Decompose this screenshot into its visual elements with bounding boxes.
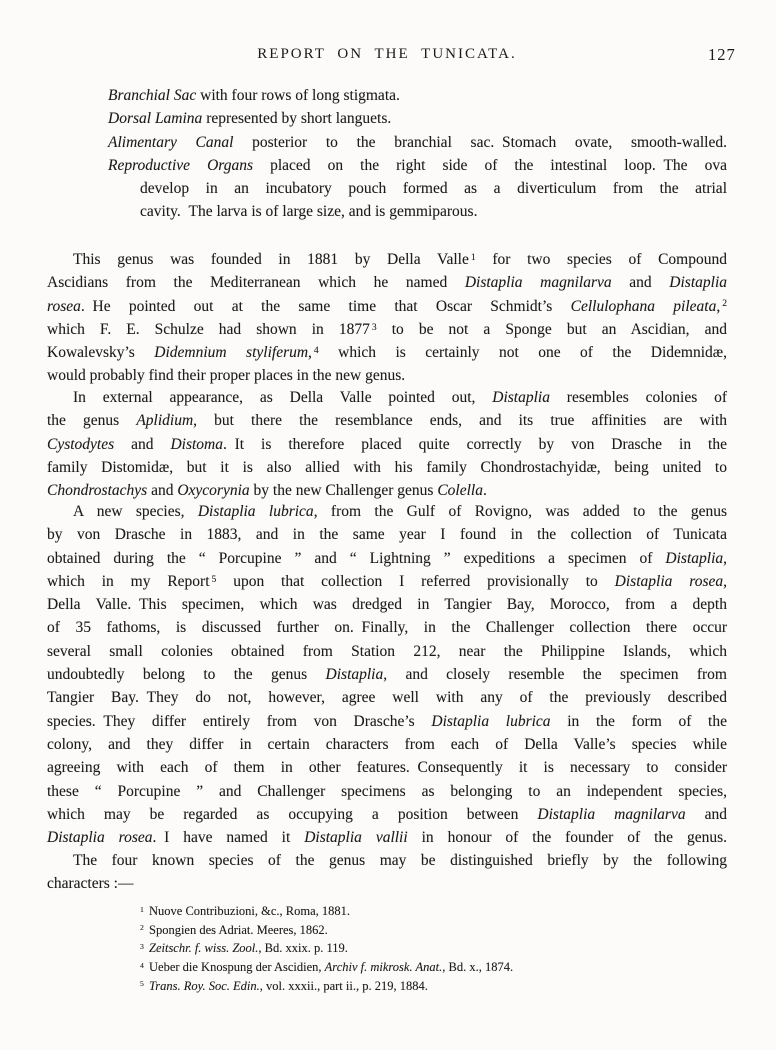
text-segment: In external appearance, as Della Valle pointed out, — [73, 389, 493, 406]
text-segment: and — [147, 482, 178, 500]
text-segment: and — [611, 274, 670, 292]
italic-segment: rosea — [47, 297, 81, 315]
italic-segment: Trans. Roy. Soc. Edin. — [149, 978, 260, 993]
text-segment: undoubtedly belong to the genus — [47, 666, 326, 684]
text-segment: , but there the resemblance ends, and its true affinities are with — [193, 412, 727, 430]
text-segment: . — [482, 482, 487, 500]
italic-segment: Cystodytes — [47, 435, 115, 453]
text-segment: Ueber die Knospung der Ascidien, — [145, 960, 325, 975]
text-segment: , Bd. x., 1874. — [442, 960, 514, 975]
italic-segment: Distaplia — [492, 389, 550, 406]
superscript-marker: 3 — [371, 321, 377, 333]
italic-segment: Didemnium styliferum — [154, 344, 309, 362]
text-segment: , from the Gulf of Rovigno, was added to the genus — [313, 503, 727, 520]
text-segment: Tangier Bay. They do not, however, agree well with any of the previously described — [47, 689, 727, 707]
footnotes — [47, 902, 727, 996]
paragraph-founding — [47, 248, 727, 388]
text-segment: , Bd. xxix. p. 119. — [258, 941, 348, 956]
text-line — [47, 433, 727, 456]
text-line — [47, 640, 727, 663]
text-segment: Nuove Contribuzioni, &c., Roma, 1881. — [145, 904, 351, 918]
text-segment: in the form of the — [550, 712, 727, 730]
text-segment: Della Valle. This specimen, which was dredged in Tangier Bay, Morocco, from a depth — [47, 596, 727, 614]
italic-segment: Reproductive Organs — [108, 156, 254, 174]
italic-segment: Distaplia vallii — [304, 829, 408, 847]
text-line — [47, 409, 727, 432]
text-segment: which may be regarded as occupying a position between — [47, 805, 538, 823]
text-line — [47, 341, 727, 364]
text-segment: , and closely resemble the specimen from — [383, 666, 727, 684]
text-line — [47, 318, 727, 341]
text-line — [47, 921, 727, 940]
text-line — [47, 872, 727, 895]
text-line — [47, 295, 727, 318]
italic-segment: Alimentary Canal — [108, 133, 234, 151]
text-line — [47, 686, 727, 709]
text-segment: , — [308, 344, 312, 362]
text-line — [47, 131, 727, 154]
text-body — [47, 0, 727, 1050]
italic-segment: Zeitschr. f. wiss. Zool. — [149, 941, 259, 956]
text-segment: placed on the right side of the intestinal loop. The ova — [253, 156, 727, 174]
italic-segment: Distaplia rosea — [614, 572, 724, 590]
superscript-marker: 2 — [722, 298, 727, 310]
text-line — [47, 803, 727, 826]
text-segment: and — [114, 435, 171, 453]
text-line — [47, 958, 727, 977]
text-segment: with four rows of long stigmata. — [196, 87, 400, 104]
text-segment: Kowalevsky’s — [47, 344, 155, 362]
text-line — [47, 523, 727, 546]
text-segment: develop in an incubatory pouch formed as a diverticulum from the atrial — [140, 180, 727, 198]
running-head-title: REPORT ON THE TUNICATA. — [257, 46, 517, 62]
text-segment: characters :— — [47, 875, 134, 893]
superscript-marker: 5 — [140, 979, 144, 989]
text-segment: upon that collection I referred provisionally to — [216, 572, 615, 590]
text-segment: Spongien des Adriat. Meeres, 1862. — [145, 922, 328, 937]
text-segment: and — [685, 805, 727, 823]
text-segment: which is certainly not one of the Didemnidæ, — [318, 344, 727, 362]
text-segment: would probably find their proper places in the new genus. — [47, 367, 406, 385]
text-segment: by the new Challenger genus — [249, 482, 438, 500]
italic-segment: Aplidium — [136, 412, 194, 430]
text-segment: . It is therefore placed quite correctly by von Drasche in the — [223, 435, 727, 453]
text-line — [47, 710, 727, 733]
italic-segment: Colella — [437, 482, 483, 500]
text-segment: family Distomidæ, but it is also allied with his family Chondrostachyidæ, being united to — [47, 458, 727, 476]
paragraph-four-species — [47, 849, 727, 896]
text-segment: to be not a Sponge but an Ascidian, and — [376, 320, 727, 338]
text-segment: by von Drasche in 1883, and in the same year I found in the collection of Tunicata — [47, 526, 727, 544]
text-segment: agreeing with each of them in other features. Consequently it is necessary to consider — [47, 759, 727, 777]
text-segment: which F. E. Schulze had shown in 1877 — [47, 320, 370, 338]
italic-segment: Distaplia — [669, 274, 727, 292]
text-line — [47, 570, 727, 593]
text-line — [47, 977, 727, 996]
species-diagnosis — [47, 84, 727, 224]
text-segment: , vol. xxxii., part ii., p. 219, 1884. — [259, 978, 428, 993]
text-line — [47, 780, 727, 803]
italic-segment: Oxycorynia — [177, 482, 250, 500]
text-segment: The four known species of the genus may be distinguished briefly by the following — [73, 852, 727, 869]
superscript-marker: 5 — [211, 573, 217, 585]
text-segment: Ascidians from the Mediterranean which he named — [47, 274, 465, 292]
text-segment: posterior to the branchial sac. Stomach ovate, smooth-walled. — [233, 133, 727, 151]
text-segment: , — [716, 297, 721, 315]
text-line — [47, 154, 727, 177]
text-segment: This genus was founded in 1881 by Della Valle — [73, 251, 469, 268]
text-line — [47, 663, 727, 686]
text-line — [47, 902, 727, 921]
superscript-marker: 2 — [140, 923, 144, 933]
text-line — [47, 593, 727, 616]
italic-segment: Distaplia lubrica — [197, 503, 314, 520]
text-line — [47, 939, 727, 958]
text-segment: the genus — [47, 412, 137, 430]
text-segment: of 35 fathoms, is discussed further on. Finally, in the Challenger collection there occur — [47, 619, 727, 637]
text-segment: . I have named it — [152, 829, 305, 847]
italic-segment: Archiv f. mikrosk. Anat. — [324, 960, 443, 975]
paragraph-new-species — [47, 500, 727, 849]
superscript-marker: 3 — [140, 941, 144, 951]
text-line — [47, 849, 727, 872]
text-line — [47, 456, 727, 479]
italic-segment: Distoma — [170, 435, 223, 453]
text-segment: cavity. The larva is of large size, and is gemmiparous. — [140, 203, 478, 221]
text-line — [47, 386, 727, 409]
text-line — [47, 200, 727, 223]
text-segment: species. They differ entirely from von Drasche’s — [47, 712, 432, 730]
italic-segment: Dorsal Lamina — [108, 110, 203, 128]
text-line — [47, 479, 727, 502]
text-line — [47, 364, 727, 387]
text-line — [47, 500, 727, 523]
italic-segment: Distaplia lubrica — [431, 712, 551, 730]
text-segment: represented by short languets. — [202, 110, 392, 128]
text-segment: A new species, — [73, 503, 198, 520]
text-line — [47, 616, 727, 639]
text-segment: for two species of Compound — [475, 251, 727, 268]
superscript-marker: 4 — [313, 344, 319, 356]
text-line — [47, 84, 727, 107]
text-segment: , — [723, 572, 727, 590]
text-segment: resembles colonies of — [549, 389, 728, 406]
text-line — [47, 733, 727, 756]
italic-segment: Branchial Sac — [108, 87, 197, 104]
text-segment: , — [723, 549, 727, 567]
text-line — [47, 547, 727, 570]
italic-segment: Distaplia — [325, 666, 384, 684]
text-segment: . He pointed out at the same time that Oscar Schmidt’s — [80, 297, 571, 315]
italic-segment: Chondrostachys — [47, 482, 148, 500]
italic-segment: Distaplia rosea — [47, 829, 153, 847]
superscript-marker: 1 — [470, 251, 476, 263]
text-line — [47, 271, 727, 294]
italic-segment: Distaplia magnilarva — [464, 274, 612, 292]
text-line — [47, 756, 727, 779]
italic-segment: Distaplia — [665, 549, 724, 567]
text-line — [47, 826, 727, 849]
superscript-marker: 4 — [140, 960, 144, 970]
text-segment: obtained during the “ Porcupine ” and “ Lightning ” expeditions a specimen of — [47, 549, 666, 567]
text-segment: these “ Porcupine ” and Challenger specimens as belonging to an independent species, — [47, 782, 727, 800]
text-line — [47, 248, 727, 271]
text-segment: colony, and they differ in certain characters from each of Della Valle’s species while — [47, 735, 727, 753]
text-segment: in honour of the founder of the genus. — [407, 829, 727, 847]
italic-segment: Distaplia magnilarva — [537, 805, 686, 823]
text-line — [47, 107, 727, 130]
text-segment: which in my Report — [47, 572, 210, 590]
text-segment: several small colonies obtained from Station 212, near the Philippine Islands, which — [47, 642, 727, 660]
superscript-marker: 1 — [140, 904, 144, 914]
italic-segment: Cellulophana pileata — [570, 297, 717, 315]
paragraph-affinities — [47, 386, 727, 502]
page-number: 127 — [708, 45, 736, 64]
text-line — [47, 177, 727, 200]
